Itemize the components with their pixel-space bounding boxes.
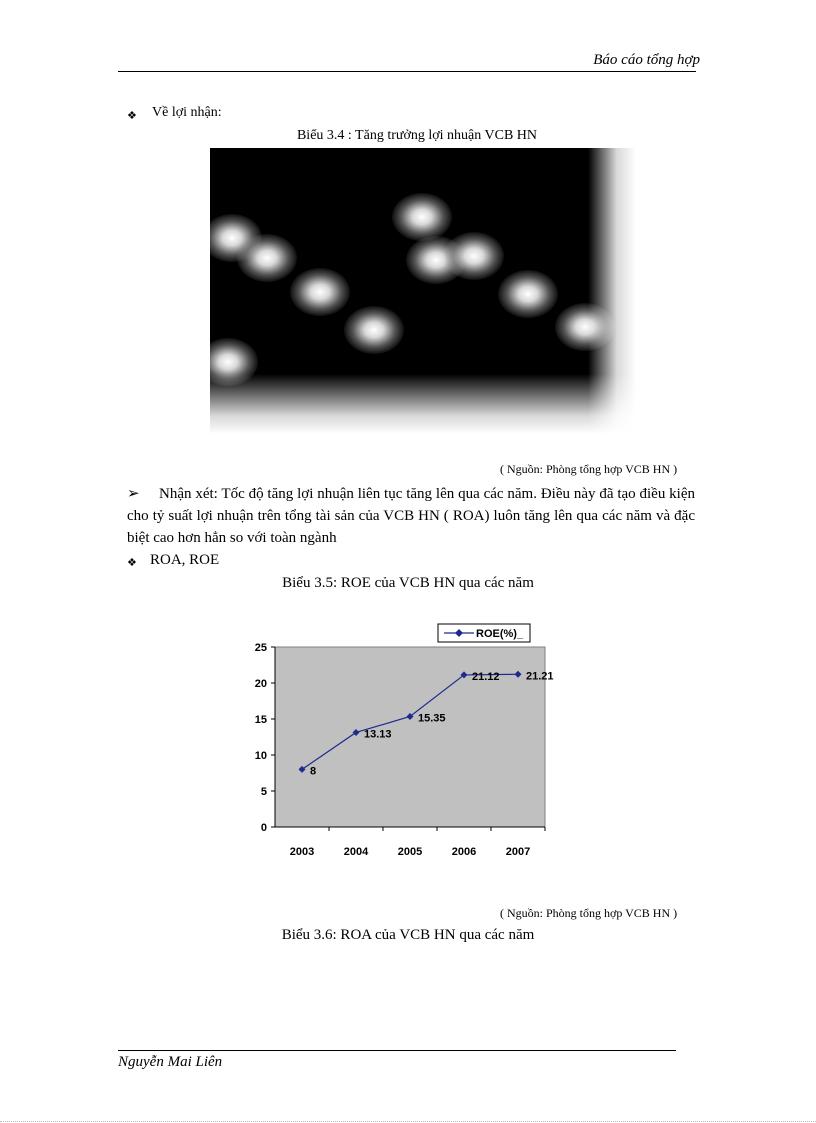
roe-data-label: 15.35: [418, 712, 446, 725]
roe-data-label: 13.13: [364, 728, 392, 741]
comment-text: Nhận xét: Tốc độ tăng lợi nhuận liên tục tăng lên qua các năm. Điều này đã tạo điều kiện cho tỷ suất lợi nhuận trên tổng tài sản của VCB HN ( ROA) luôn tăng lên qua các năm và đặc biệt cao hơn hẳn so với toàn ngành: [127, 486, 695, 546]
photo-glow: [344, 306, 404, 354]
diamond-bullet-icon: ❖: [127, 557, 137, 569]
legend-label: ROE(%)_: [476, 628, 524, 640]
arrow-bullet-icon: ➢: [127, 486, 140, 502]
roe-data-label: 21.12: [472, 670, 500, 683]
roe-data-label: 8: [310, 765, 317, 778]
roe-data-label: 21.21: [526, 670, 554, 683]
figure-3-5-caption: Biểu 3.5: ROE của VCB HN qua các năm: [282, 575, 534, 591]
photo-glow: [392, 193, 452, 241]
photo-fade-bottom: [210, 374, 636, 434]
x-tick-label: 2004: [343, 846, 369, 858]
y-tick-label: 20: [254, 678, 267, 690]
photo-glow: [444, 232, 504, 280]
photo-glow: [290, 268, 350, 316]
y-tick-label: 10: [254, 750, 267, 762]
comment-paragraph: [127, 483, 695, 549]
y-tick-label: 5: [260, 786, 267, 798]
section-roa-roe-label: ROA, ROE: [150, 552, 220, 568]
page-header-title: Báo cáo tổng hợp: [593, 52, 700, 68]
y-tick-group: [255, 642, 275, 834]
x-tick-label: 2006: [451, 846, 477, 858]
x-tick-label: 2007: [505, 846, 531, 858]
footer-author: Nguyễn Mai Liên: [118, 1054, 223, 1070]
photo-glow: [498, 270, 558, 318]
page-bottom-border: [0, 1121, 816, 1122]
figure-3-6-caption: Biểu 3.6: ROA của VCB HN qua các năm: [281, 927, 535, 943]
footer-divider: [118, 1050, 676, 1051]
y-tick-label: 0: [260, 822, 267, 834]
x-tick-label: 2003: [289, 846, 315, 858]
roe-line-chart: [232, 616, 562, 866]
x-tick-label: 2005: [397, 846, 423, 858]
y-tick-label: 25: [254, 642, 267, 654]
photo-glow: [237, 234, 297, 282]
header-divider: [118, 71, 696, 72]
figure-3-4-source: ( Nguồn: Phòng tổng hợp VCB HN ): [500, 462, 678, 476]
diamond-bullet-icon: ❖: [127, 110, 137, 122]
section-profit-label: Về lợi nhận:: [152, 105, 222, 120]
figure-3-5-source: ( Nguồn: Phòng tổng hợp VCB HN ): [500, 906, 678, 920]
x-tick-group: [290, 827, 545, 858]
y-tick-label: 15: [254, 714, 267, 726]
profit-chart-image: [210, 148, 636, 434]
figure-3-4-caption: Biểu 3.4 : Tăng trưởng lợi nhuận VCB HN: [296, 128, 538, 143]
